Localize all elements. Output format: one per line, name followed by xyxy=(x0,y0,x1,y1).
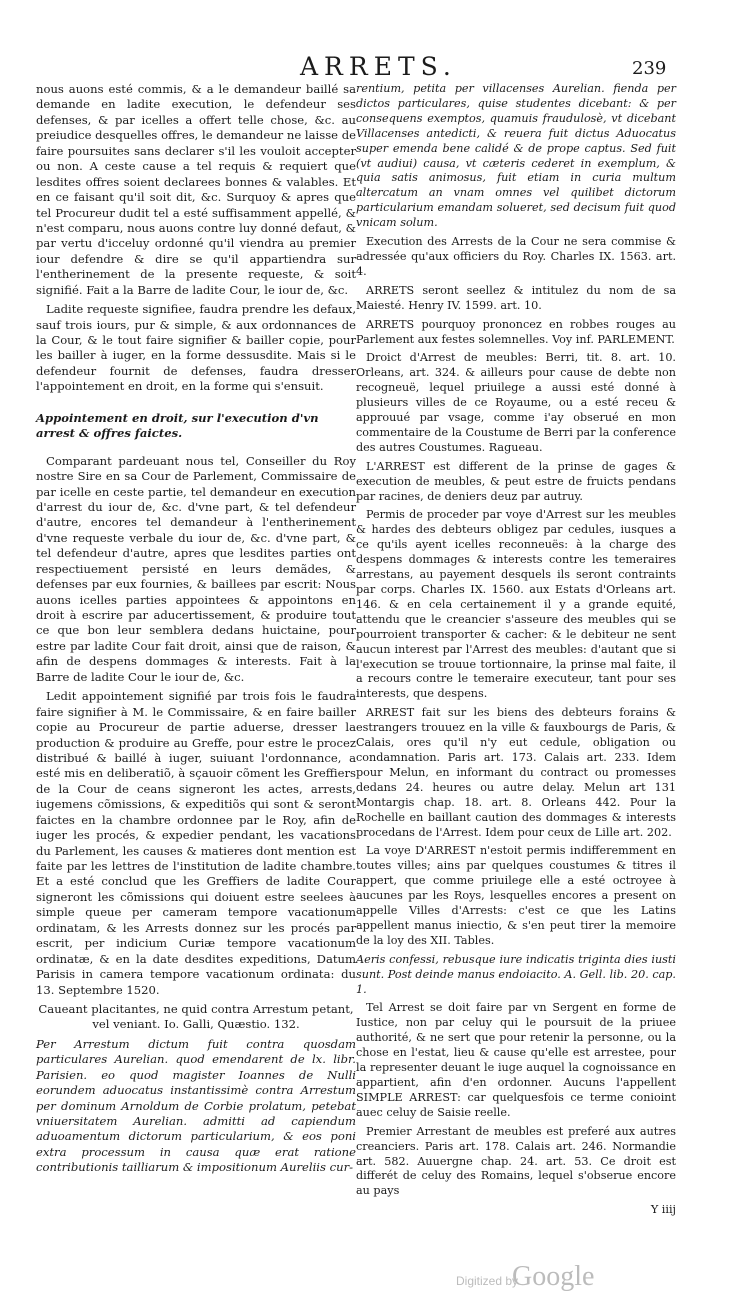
paragraph: Ledit appointement signifié par trois fois le faudra faire signifier à M. le Commissaire, & en faire bailler copie au Procureur de partie aduerse, dresser la production & produire au Greffe, pour estre le procez distribué & baillé à iuger, suiuant l'ordonnance, a esté mis en deliberatiõ, à sçauoir cõment les Greffiers de la Cour de ceans signeront les actes, arrests, iugemens cõmissions, & expeditiõs qui sont & seront faictes en la chambre ordonnee par le Roy, afin de iuger les procés, & expedier pendant, les vacations du Parlement, les causes & matieres dont mention est faite par les lettres de l'institution de ladite chambre. Et a esté conclud que les Greffiers de ladite Cour signeront les cõmissions qui doiuent estre seelees à simple queue per cameram tempore vacationum ordinatam, & les Arrests donnez sur les procés par escrit, per indicium Curiæ tempore vacationum ordinatæ, & en la date desdites expeditions, Datum Parisis in camera tempore vacationum ordinata: du 13. Septembre 1520. xyxy=(36,689,356,997)
paragraph: Comparant pardeuant nous tel, Conseiller du Roy nostre Sire en sa Cour de Parlement, Commissaire de par icelle en ceste partie, tel demandeur en execution d'arrest du iour de, &c. d'vne part, & tel defendeur d'autre, encores tel demandeur à l'entherinement d'vne requeste verbale du iour de, &c. d'vne part, & tel defendeur d'autre, apres que lesdites parties ont respectiuement persisté en leurs demãdes, & defenses par eux fournies, & baillees par escrit: Nous auons icelles parties appointees & appointons en droit à escrire par aducertissement, & produire tout ce que bon leur semblera dedans huictaine, pour estre par ladite Cour fait droit, ainsi que de raison, & afin de despens dommages & interests. Fait à la Barre de ladite Cour le iour de, &c. xyxy=(36,453,356,684)
latin-paragraph: rentium, petita per villacenses Aurelian. fienda per dictos particulares, quise studentes dicebant: & per consequens exemptos, quamuis fraudulosè, vt dicebant Villacenses antedicti, & reuera fuit dictus Aduocatus super emenda bene calidé & de prope captus. Sed fuit (vt audiui) causa, vt cæteris cederet in exemplum, & quia satis animosus, fuit etiam in curia multum altercatum an vnam omnes vel quilibet dictorum particularium emandam solueret, sed decisum fuit quod vnicam solum. xyxy=(356,82,676,230)
latin-quote: Aeris confessi, rebusque iure indicatis triginta dies iusti sunt. Post deinde manus endoiacito. A. Gell. lib. 20. cap. 1. xyxy=(356,952,676,996)
page-number: 239 xyxy=(632,58,667,79)
signature-mark: Y iiij xyxy=(650,1203,676,1217)
watermark-prefix: Digitized by xyxy=(456,1274,519,1288)
section-heading: Appointement en droit, sur l'execution d'vn arrest & offres faictes. xyxy=(36,410,319,441)
paragraph: Droict d'Arrest de meubles: Berri, tit. 8. art. 10. Orleans, art. 324. & ailleurs pour cause de debte non recogneuë, lequel priuilege a aussi esté donné à plusieurs villes de ce Royaume, ou a esté receu & approuué par vsage, comme i'ay obserué en mon commentaire de la Coustume de Berri par la conference des autres Coustumes. Ragueau. xyxy=(356,351,676,454)
paragraph: nous auons esté commis, & a le demandeur baillé sa demande en ladite execution, le defendeur ses defenses, & par icelles a offert telle chose, &c. au preiudice desquelles offres, le demandeur ne laisse de faire poursuites sans declarer s'il les vouloit accepter ou non. A ceste cause a tel requis & requiert que lesdites offres soient declarees bonnes & valables. Et en ce faisant qu'il soit dit, &c. Surquoy & apres que tel Procureur dudit tel a esté suffisamment appellé, & n'est comparu, nous auons contre luy donné defaut, & par vertu d'icceluy ordonné qu'il viendra au premier iour defendre & dire se qu'il appartiendra sur l'entherinement de la presente requeste, & soit signifié. Fait a la Barre de ladite Cour, le iour de, &c. xyxy=(36,82,356,297)
paragraph: Permis de proceder par voye d'Arrest sur les meubles & hardes des debteurs obligez par cedules, iusques a ce qu'ils ayent icelles reconneuës: à la charge des despens dommages & interests contre les temeraires arrestans, au payement desquels ils seront contraints par corps. Charles IX. 1560. aux Estats d'Orleans art. 146. & en cela certainement il y a grande equité, attendu que le creancier s'asseure des meubles qui se pourroient transporter & cacher: & le debiteur ne sent aucun interest par l'Arrest des meubles: d'autant que si l'execution se trouue tortionnaire, la prinse mal faite, il a recours contre le temeraire executeur, tant pour ses interests, que despens. xyxy=(356,508,676,701)
paragraph: L'ARREST est different de la prinse de gages & execution de meubles, & peut estre de fruicts pendans par racines, de deniers deuz par autruy. xyxy=(356,459,676,503)
google-logo: Google xyxy=(512,1261,595,1292)
paragraph: Execution des Arrests de la Cour ne sera commise & adressée qu'aux officiers du Roy. Charles IX. 1563. art. 4. xyxy=(356,235,676,278)
left-column xyxy=(36,82,356,1180)
paragraph: ARRETS seront seellez & intitulez du nom de sa Maiesté. Henry IV. 1599. art. 10. xyxy=(356,283,676,312)
paragraph: Ladite requeste signifiee, faudra prendre les defaux, sauf trois iours, pur & simple, & aux ordonnances de la Cour, & le tout faire signifier & bailler copie, pour les bailler à iuger, en la forme dessusdite. Mais si le defendeur fournit de defenses, faudra dresser l'appointement en droit, en la forme qui s'ensuit. xyxy=(36,302,356,394)
running-title: ARRETS. xyxy=(300,52,457,81)
paragraph: Premier Arrestant de meubles est preferé aux autres creanciers. Paris art. 178. Calais art. 246. Normandie art. 582. Auuergne chap. 24. art. 53. Ce droit est differét de celuy des Romains, lequel s'obserue encore au pays xyxy=(356,1124,676,1198)
citation: Caueant placitantes, ne quid contra Arrestum petant, vel veniant. Io. Galli, Quæstio. 132. xyxy=(38,1001,354,1032)
google-watermark xyxy=(0,1260,752,1294)
right-column xyxy=(356,82,676,1218)
paragraph: Tel Arrest se doit faire par vn Sergent en forme de Iustice, non par celuy qui le poursuit de la priuee authorité, & ne sert que pour retenir la personne, ou la chose en l'estat, lieu & cause qu'elle est arrestee, pour la representer deuant le iuge auquel la cognoissance en appartient, afin d'en ordonner. Aucuns l'appellent SIMPLE ARREST: car quelquesfois ce terme conioint auec celuy de Saisie reelle. xyxy=(356,1001,676,1119)
latin-paragraph: Per Arrestum dictum fuit contra quosdam particulares Aurelian. quod emendarent de lx. libr. Parisien. eo quod magister Ioannes de Nulli eorundem aduocatus instantissimè contra Arrestum per dominum Arnoldum de Corbie prolatum, petebat vniuersitatem Aurelian. admitti ad capiendum aduoamentum dictorum particularium, & eos poni extra processum in causa quæ erat ratione contributionis tailliarum & impositionum Aureliis cur- xyxy=(36,1036,356,1175)
paragraph: ARREST fait sur les biens des debteurs forains & estrangers trouuez en la ville & fauxbourgs de Paris, & Calais, ores qu'il n'y eut cedule, obligation ou condamnation. Paris art. 173. Calais art. 233. Idem pour Melun, en informant du contract ou promesses dedans 24. heures ou autre delay. Melun art 131 Montargis chap. 18. art. 8. Orleans 442. Pour la Rochelle en baillant caution des dommages & interests procedans de l'Arrest. Idem pour ceux de Lille art. 202. xyxy=(356,706,676,839)
paragraph: La voye D'ARREST n'estoit permis indifferemment en toutes villes; ains par quelques coustumes & titres il appert, que comme priuilege elle a esté octroyee à aucunes par les Roys, lesquelles encores a present on appelle Villes d'Arrests: c'est ce que les Latins appellent manus iniectio, & s'en peut tirer la memoire de la loy des XII. Tables. xyxy=(356,844,676,947)
paragraph: ARRETS pourquoy prononcez en robbes rouges au Parlement aux festes solemnelles. Voy inf. PARLEMENT. xyxy=(356,317,676,346)
